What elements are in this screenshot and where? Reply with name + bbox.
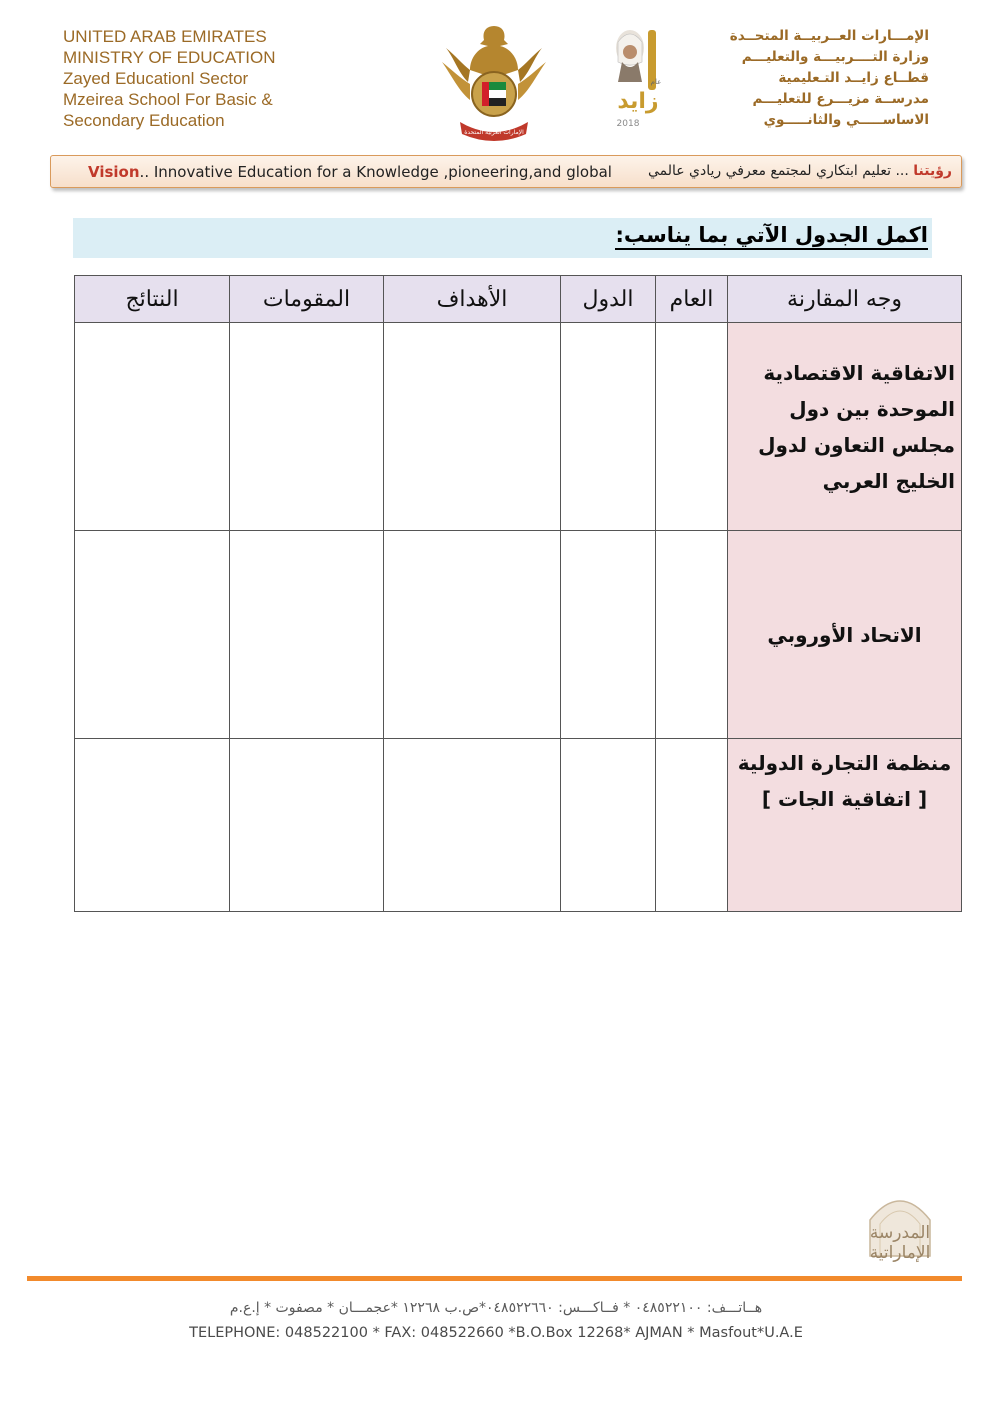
footer-arabic: هــاتـــف: ٠٤٨٥٢٢١٠٠ * فــاكـــس: ٠٤٨٥٢٢٦٦٠*ص.ب ١٢٢٦٨ *عجمـــان * مصفوت * إ.ع.م <box>229 1300 763 1316</box>
answer-cell[interactable] <box>230 323 384 531</box>
header-english <box>63 26 363 131</box>
answer-cell[interactable] <box>656 323 728 531</box>
answer-cell[interactable] <box>75 531 230 739</box>
school-logo-line2: الإماراتية <box>869 1243 931 1263</box>
vision-ar-keyword: رؤيتنا <box>913 163 952 179</box>
answer-cell[interactable] <box>656 531 728 739</box>
answer-cell[interactable] <box>384 323 561 531</box>
answer-cell[interactable] <box>561 531 656 739</box>
row-label-european-union: الاتحاد الأوروبي <box>728 531 962 739</box>
table-row <box>75 531 962 739</box>
zayed-logo-small: عام <box>650 78 662 86</box>
header-comparison-aspect: وجه المقارنة <box>728 276 962 323</box>
vision-english <box>88 163 612 181</box>
vision-banner <box>50 155 962 188</box>
footer-english: TELEPHONE: 048522100 * FAX: 048522660 *B.O.Box 12268* AJMAN * Masfout*U.A.E <box>189 1325 803 1341</box>
header-results: النتائج <box>75 276 230 323</box>
header-ar-line: الإمـــارات العــربيــة المتحــدة <box>729 28 929 44</box>
header-en-line: Secondary Education <box>63 111 225 130</box>
header-ar-line: الاساســـــي والثانـــــوي <box>763 112 929 128</box>
vision-ar-text: ... تعليم ابتكاري لمجتمع معرفي ريادي عالمي <box>647 163 914 179</box>
answer-cell[interactable] <box>561 323 656 531</box>
answer-cell[interactable] <box>75 739 230 912</box>
answer-cell[interactable] <box>230 531 384 739</box>
header-year: العام <box>656 276 728 323</box>
vision-arabic <box>648 163 952 179</box>
answer-cell[interactable] <box>656 739 728 912</box>
uae-emblem-icon <box>440 18 548 146</box>
vision-en-text: .. Innovative Education for a Knowledge ,pioneering,and global <box>139 163 612 181</box>
vision-en-keyword: Vision <box>88 163 140 181</box>
header-objectives: الأهداف <box>384 276 561 323</box>
zayed-logo-year: 2018 <box>616 119 640 129</box>
answer-cell[interactable] <box>384 739 561 912</box>
header-en-line: MINISTRY OF EDUCATION <box>63 48 276 67</box>
zayed-year-logo-icon <box>608 22 664 134</box>
school-logo-line1: المدرسة <box>869 1223 931 1243</box>
header-ar-line: قطــاع زايــد التـعليمية <box>778 70 929 86</box>
row-label-gcc-agreement: الاتفاقية الاقتصادية الموحدة بين دول مجلس التعاون لدول الخليج العربي <box>728 323 962 531</box>
header-arabic <box>669 26 929 131</box>
answer-cell[interactable] <box>384 531 561 739</box>
task-instruction: اكمل الجدول الآتي بما يناسب: <box>615 222 928 250</box>
table-row <box>75 739 962 912</box>
comparison-table <box>74 275 962 912</box>
answer-cell[interactable] <box>561 739 656 912</box>
header-ar-line: مدرســة مزيـــرع للتعليـــم <box>752 91 929 107</box>
answer-cell[interactable] <box>230 739 384 912</box>
emirati-school-logo-icon <box>850 1186 950 1264</box>
zayed-logo-word: زايد <box>617 89 659 114</box>
task-instruction-bar <box>73 218 932 258</box>
header-countries: الدول <box>561 276 656 323</box>
header-ar-line: وزارة التــــربيـــة والتعليـــم <box>741 49 929 65</box>
header-en-line: Mzeirea School For Basic & <box>63 90 273 109</box>
row-label-wto-gatt: منظمة التجارة الدولية [ اتفاقية الجات ] <box>728 739 962 912</box>
answer-cell[interactable] <box>75 323 230 531</box>
emblem-banner-text: الإمارات العربية المتحدة <box>464 129 524 136</box>
table-row <box>75 323 962 531</box>
header-en-line: Zayed Educationl Sector <box>63 69 249 88</box>
footer-divider <box>27 1276 962 1281</box>
table-header-row <box>75 276 962 323</box>
header-en-line: UNITED ARAB EMIRATES <box>63 27 267 46</box>
header-components: المقومات <box>230 276 384 323</box>
